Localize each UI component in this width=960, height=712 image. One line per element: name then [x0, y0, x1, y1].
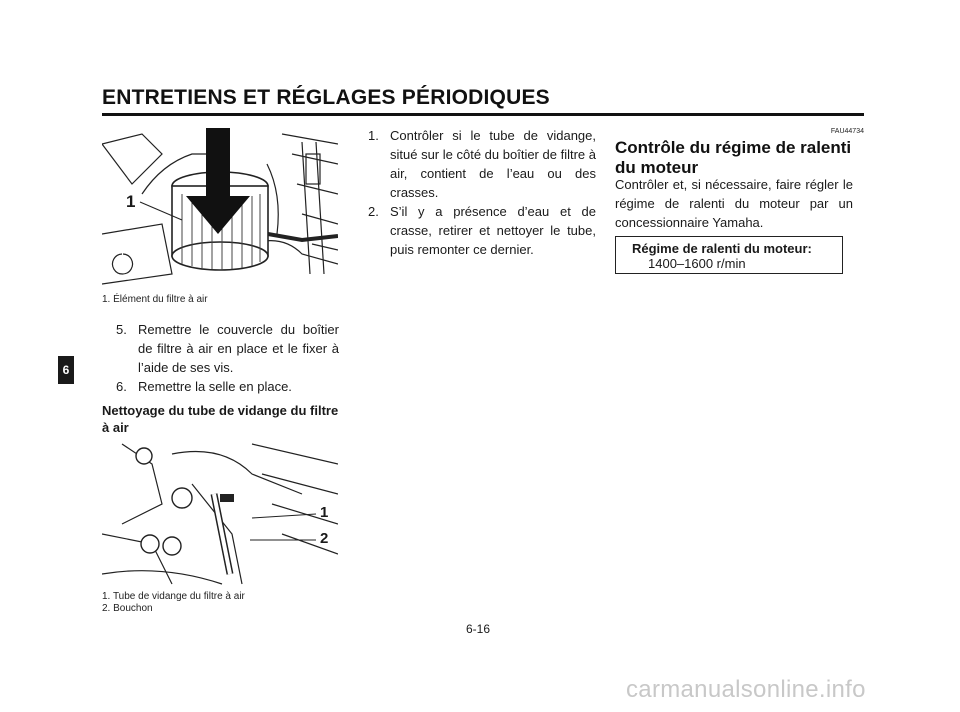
- drain-tube-figure: [102, 434, 338, 588]
- figure2-callout-2: 2: [320, 530, 329, 547]
- figure2-caption-line2: 2. Bouchon: [102, 603, 153, 614]
- section-body: Contrôler et, si nécessaire, faire régler le régime de ralenti du moteur par un concessionnaire Yamaha.: [615, 177, 853, 230]
- step-item: [116, 320, 339, 377]
- spec-label: Régime de ralenti du moteur:: [632, 241, 812, 256]
- step-number: 6.: [116, 379, 127, 394]
- step-text: Remettre la selle en place.: [138, 379, 292, 394]
- section-subheading: Nettoyage du tube de vidange du filtre à air: [102, 403, 339, 435]
- steps-list-middle: [368, 126, 596, 259]
- section-code: FAU44734: [830, 128, 864, 135]
- header-rule: [102, 113, 864, 116]
- section-title-line1: Contrôle du régime de ralenti: [615, 138, 852, 157]
- page-title: ENTRETIENS ET RÉGLAGES PÉRIODIQUES: [102, 86, 550, 109]
- spec-box: [615, 236, 843, 274]
- section-title-line2: du moteur: [615, 158, 699, 177]
- step-text: S’il y a présence d’eau et de crasse, retirer et nettoyer le tube, puis remonter ce dernier.: [390, 204, 596, 257]
- step-number: 1.: [368, 128, 379, 143]
- steps-list-left: [116, 320, 339, 396]
- figure2-caption-line1: 1. Tube de vidange du filtre à air: [102, 591, 245, 602]
- step-item: [368, 126, 596, 202]
- air-filter-figure: [102, 124, 338, 290]
- page-number: 6-16: [466, 622, 491, 636]
- step-item: [116, 377, 339, 396]
- watermark: carmanualsonline.info: [626, 676, 866, 703]
- figure1-callout: 1: [126, 192, 136, 211]
- figure1-caption: 1. Élément du filtre à air: [102, 294, 208, 305]
- step-number: 2.: [368, 204, 379, 219]
- figure2-callout-1: 1: [320, 504, 329, 521]
- step-text: Remettre le couvercle du boîtier de filtre à air en place et le fixer à l’aide de ses vis.: [138, 322, 339, 375]
- chapter-tab: 6: [58, 356, 74, 384]
- step-number: 5.: [116, 322, 127, 337]
- step-item: [368, 202, 596, 259]
- spec-value: 1400–1600 r/min: [648, 256, 746, 271]
- step-text: Contrôler si le tube de vidange, situé sur le côté du boîtier de filtre à air, contient de l’eau ou des crasses.: [390, 128, 596, 200]
